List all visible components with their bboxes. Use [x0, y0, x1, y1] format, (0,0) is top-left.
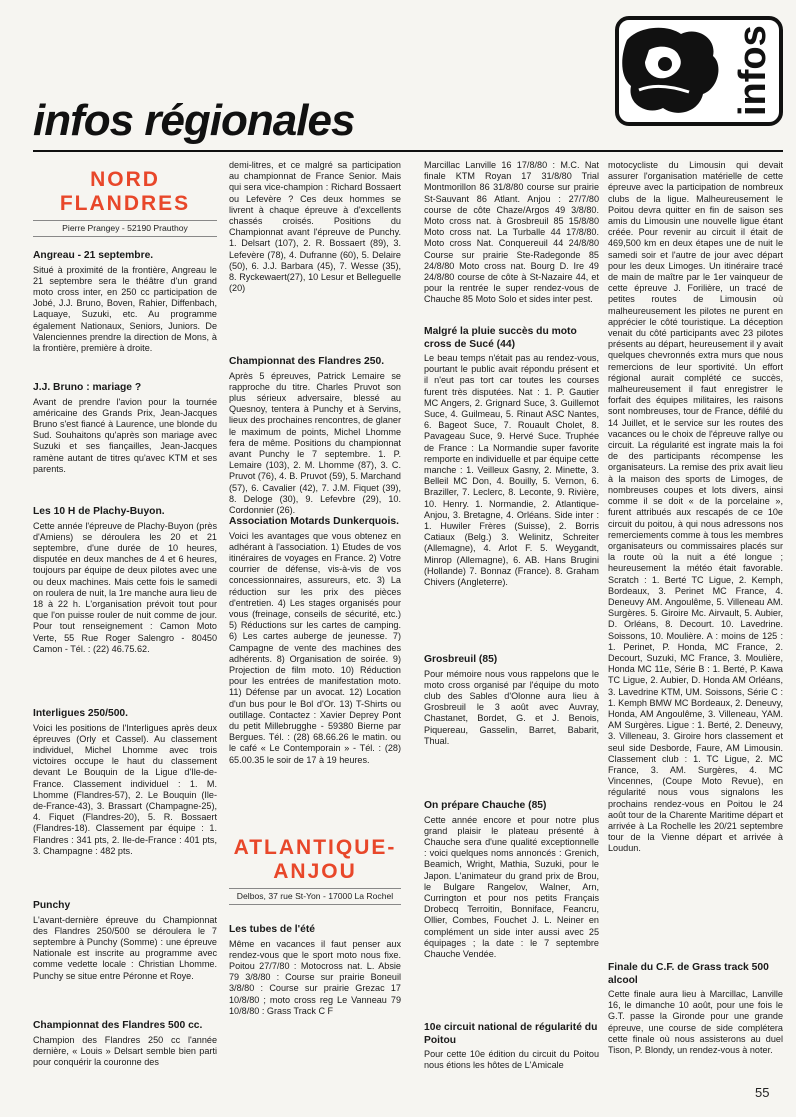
- article-text: L'avant-dernière épreuve du Championnat des Flandres 250/500 se déroulera le 7 septembre à Punchy (Somme) : une épreuve Nationale est inscrite au programme avec comme vedette locale : Christian Lhomme. Punchy se situe entre Péronne et Roye.: [33, 914, 217, 981]
- region-title-line1: ATLANTIQUE-: [233, 836, 397, 859]
- region-title-line2: FLANDRES: [59, 192, 191, 215]
- article-text: Pour cette 10e édition du circuit du Poitou nous étions les hôtes de L'Amicale: [424, 1049, 599, 1071]
- region-box-atlantique: [229, 836, 401, 905]
- article-plachy: [33, 506, 217, 655]
- region-title-line1: NORD: [90, 168, 160, 191]
- article-text: demi-litres, et ce malgré sa participation au championnat de France Senior. Mais qui sera vice-champion : Richard Bossaert ou Lefevère ? Ces deux hommes se livrent à chaque épreuve à d'excellents chassés croisés. Positions du Championnat avant l'épreuve de Punchy. 1. Delsart (107), 2. R. Bossaert (89), 3. Lefevère (78), 4. Dufranne (60), 5. Delaire (50), 6. J.J. Barbara (45), 7. Wesse (35), 8. Ryckewaert(27), 10 Lesur et Belleguelle (20): [229, 160, 401, 294]
- article-motards-dunkerquois: [229, 516, 401, 766]
- article-bruno: [33, 382, 217, 475]
- article-title: Association Motards Dunkerquois.: [229, 516, 399, 527]
- article-title: On prépare Chauche (85): [424, 800, 547, 811]
- article-grass-track: [608, 962, 783, 1056]
- infos-logo: [615, 16, 783, 126]
- article-text: Même en vacances il faut penser aux rendez-vous que le sport moto nous fixe. Poitou 27/7/80 : Motocross nat. L. Absie 79 3/8/80 : Course sur prairie Boneuil 3/8/80 : Course sur prairie Grezac 17 10/8/80 ; moto cross reg Le Vanneau 79 10/8/80 : Grass Track C F: [229, 938, 401, 1016]
- region-contact: Delbos, 37 rue St-Yon - 17000 La Rochel: [229, 888, 401, 905]
- article-interligues: [33, 708, 217, 857]
- article-suce: [424, 326, 599, 588]
- article-title: Championnat des Flandres 250.: [229, 356, 385, 367]
- article-text: Le beau temps n'était pas au rendez-vous, pourtant le public avait répondu présent et il n'eut pas tort car toutes les courses furent très disputées. Nat : 1. P. Gautier MC Angers, 2. Grignard Suce, 3. Guillemot Suce, 4. Guilmeau, 5. Rinaut ASC Nantes, 6. Bageot Suce, 7. Rouault Cholet, 8. Pavageau Suce, 9. Hervé Suce. Truphée de France : La Normandie super favorite remporte en individuelle et par équipe cette manche : 1. Veilleux Gasny, 2. Minette, 3. Belleil MC Don, 4. Bouilly, 5. Vernon, 6. Braziller, 7. Leclerc, 8. Leconte, 9. Rivière, 10. Henry. 1. Normandie, 2. Atlantique-Anjou, 3. Bretagne, 4. Orléans. Side inter : 1. Huwiler Frères (Suisse), 2. Borris Catiaux (Belg.) 3. Welinitz, Schreiter (Allemagne), 4. Arlot F. 5. Weygandt, Minrop (Allemagne), 6. AB. Hans Brugini (Hollande) 7. Bonnaz (France). 8. Graham Chivers (Angleterre).: [424, 353, 599, 588]
- article-title: Malgré la pluie succès du moto cross de Sucé (44): [424, 326, 577, 350]
- article-title: J.J. Bruno : mariage ?: [33, 382, 142, 393]
- logo-graphic: [619, 20, 779, 122]
- article-text: Après 5 épreuves, Patrick Lemaire se rapproche du titre. Charles Pruvot son plus sérieux adversaire, blessé au Quesnoy, tentera à Punchy et à Servins, lieux des prochaines rencontres, de glaner le maximum de points, Michel Lhomme fera de même. Positions du championnat avant Punchy le 7 septembre. 1. P. Lemaire (103), 2. M. Lhomme (87), 3. C. Pruvot (76), 4. B. Pruvot (59), 5. Marchand (57), 6. Cavalier (42), 7. J.M. Fiquet (39), 8. Deloge (30), 9. Lefevbre (29), 10. Cordonnier (26).: [229, 370, 401, 515]
- article-title: Finale du C.F. de Grass track 500 alcool: [608, 962, 769, 986]
- title-rule: [33, 150, 783, 152]
- article-poitou: [424, 1022, 599, 1071]
- article-flandres-250: [229, 356, 401, 516]
- article-text: Cette année encore et pour notre plus grand plaisir le plateau présenté à Chauche sera d'une qualité exceptionnelle : voici quelques noms annoncés : Grenich, Beamich, Wright, Mathia, Suzuki, pour le Japon. L'animateur du grand prix de Brou, le Bulgare Rangelov, Walner, Arn, Currington et pour nos petits Français Drobecq Terroitin, Bonniface, Feancru, Ollier, Combes, Fouchet J. L. Neiner en complément un side inter aussi avec 25 équipages ; la date : le 7 septembre Chauche Vendée.: [424, 814, 599, 959]
- article-text: Cette année l'épreuve de Plachy-Buyon (près d'Amiens) se déroulera les 20 et 21 septembre, d'une durée de 10 heures, disputée en deux manches de 4 et 6 heures, toujours par équipe de deux pilotes avec une ou deux machines. Mais cette fois le samedi on roulera de nuit, la 1re manche aura lieu de 18 à 22 h. L'organisation prévoit tout pour que l'on puisse rouler de nuit comme de jour. Pour tout renseignement : Camon Moto Verte, 55 Rue Roger Salengro - 80450 Camon - Tél. : (22) 46.75.62.: [33, 520, 217, 654]
- article-text: Situé à proximité de la frontière, Angreau le 21 septembre sera le théâtre d'un grand moto cross inter, en 250 cc participation de Jobé, J.J. Bruno, Boven, Rahier, Diffenbach, Laquaye, Suzuki, etc. Au programme également Nationaux, Seniors, Juniors. De Valenciennes prendre la direction de Mons, à la frontière, première à droite.: [33, 264, 217, 353]
- article-title: Interligues 250/500.: [33, 708, 129, 719]
- logo-text: infos: [732, 25, 774, 116]
- article-grosbreuil: [424, 654, 599, 747]
- article-tubes-ete-cont: [424, 160, 599, 306]
- article-poitou-cont: [608, 160, 783, 855]
- article-text: Pour mémoire nous vous rappelons que le moto cross organisé par l'équipe du moto club des Sables d'Olonne aura lieu à Grosbreuil le 3 août avec Auvray, Chastanet, Bordet, G. et J. Benois, Piquereau, Gasselin, Barret, Babarit, Thual.: [424, 668, 599, 746]
- article-title: Les 10 H de Plachy-Buyon.: [33, 506, 165, 517]
- article-angreau: [33, 250, 217, 354]
- article-text: Champion des Flandres 250 cc l'année dernière, « Louis » Delsart semble bien parti pour conquérir la couronne des: [33, 1034, 217, 1067]
- article-title: Les tubes de l'été: [229, 924, 315, 935]
- article-text: motocycliste du Limousin qui devait assurer l'organisation matérielle de cette épreuve avec la participation de nombreux clubs de la ligue. Malheureusement le Poitou devra quitter en fin de saison ses amis du Limousin une nouvelle ligue étant créée. Pour revenir au circuit il était de 469,500 km en deux étapes une de nuit le samedi soir et l'autre de jour avec départ pour les deux Limoges. Un itinéraire tracé de main de maître par le 1er vainqueur de cette épreuve J. Forilière, un tracé de petites routes de Limousin où malheureusement les pilotes ne purent en apprécier le côté touristique. La déception venait du côté participants avec 23 pilotes présents au départ, heureusement il y avait quelques chevronnés extra murs que nous remercions de leur sportivité. Un effort régional aurait complété ce succès, malheureusement il faut enregistrer le forfait des équipes militaires, les raisons sont nombreuses, tour de France, défilé du 14 Juillet, et le service sur les routes des vacances ou le choix de l'épreuve rallye ou circuit. La régularité est ingrate mais la foi de des participants récompense les organisateurs. La remise des prix avait lieu à la maison des sports de Limoges, de nombreuses coupes et lots divers, ainsi comme il se doit « de la porcelaine », furent attribués aux rescapés de ce 10e circuit du poitou, à qui nous adressons nos remerciements comme à tous les membres organisateurs ou commissaires placés sur la route où la nuit a été longue ; heureusement la météo était favorable. Scratch : 1. Berté TC Ligue, 2. Kemph, Bordeaux, 3. Perinet MC France, 4. Deneuvy AM. Angoulême, 5. Villeneau AM. Surgères. 5. Giroire Mc. Airvault, 5. Aubier, D. Orléans, 8. Decourt. 10. Lavedrine. Soissons, 10. Moulière. A : moins de 125 : 1. Perinet, P. Honda, MC France, 2. Decourt, Suzuki, MC France, 3. Moulière, Honda MC 11e, Série B : 1. Berté, P. Kawa TC Ligue, 2. Aubier, D. Honda AM Orléans, 3. Lavedrine KTM, UM. Soissons, Série C : 1. Kemph BMW MC Bordeaux, 2. Deneuvy, Honda, AM Angoulême, 3. Villeneau, YAM. AM Surgères. Ligue : 1. Berté, 2. Deneuvy, 3. Villeneau, 3. Giroire hors classement et seul side Desborde, Faure, AM Limousin. Classement club : 1. TC Ligue, 2. MC France, 3. AM. Surgères, 4. MC Vincennes, (Coupe Moto Revue), en régularité nous vous signalons les prochains rendez-vous en Poitou le 24 août tour de la Charente Maritime départ et arrivée à La Rochelle les 20/21 septembre tour de la Vienne départ et arrivée à Loudun.: [608, 160, 783, 854]
- article-text: Cette finale aura lieu à Marcillac, Lanville 16, le dimanche 10 août, pour une fois le G.T. passe la Gironde pour une grande épreuve, une course de side complétera cette finale où nous assisterons au duel Tison, P. Blondy, un rendez-vous à noter.: [608, 989, 783, 1056]
- article-text: Voici les positions de l'Interligues après deux épreuves (Orly et Cassel). Au classement individuel, Michel Lhomme avec trois victoires occupe le haut du classement devant Le Bouquin de la Ligue d'Ile-de-France. Classement individuel : 1. M. Lhomme (Flandres-57), 2. Le Bouquin (Ile-de-France-43), 3. Brassart (Champagne-25), 4. Fiquet (Flandres-20), 5. R. Bossaert (Flandres-18). Classement par équipe : 1. Flandres : 341 pts, 2. Ile-de-France : 401 pts, 3. Champagne : 482 pts.: [33, 722, 217, 856]
- article-chauche: [424, 800, 599, 960]
- article-flandres-500: [33, 1020, 217, 1068]
- page-number: 55: [755, 1085, 770, 1100]
- region-title-line2: ANJOU: [273, 860, 357, 883]
- article-title: Punchy: [33, 900, 71, 911]
- article-text: Marcillac Lanville 16 17/8/80 : M.C. Nat finale KTM Royan 17 31/8/80 Trial Montmorillon 86 31/8/80 course sur prairie St-Sauvant 86 Atlant. Anjou : 27/7/80 course de côte Chaze/Argos 49 3/8/80. Moto cross nat. à Grosbreuil 85 15/8/80 Moto cross nat. La Turballe 44 17/8/80. Moto cross Nat. Conquereuil 44 24/8/80 Course sur prairie Ste-Radegonde 85 24/8/80 Moto cross nat. Bourg D. Ire 49 24/8/80 course de côte à St-Nazaire 44, et pour la rentrée le super rendez-vous de Chauche 85 Moto Solo et sides inter pest.: [424, 160, 599, 305]
- region-box-nord: [33, 168, 217, 237]
- article-flandres-500-cont: [229, 160, 401, 294]
- article-tubes-ete: [229, 924, 401, 1017]
- article-text: Avant de prendre l'avion pour la tournée américaine des Grands Prix, Jean-Jacques Bruno s'est fiancé à Laurence, une blonde du Sud. Souhaitons qu'après son mariage avec Suzuki et ses fiançailles, Jean-Jacques ramène autant de titres qu'avec KTM et ses parents.: [33, 396, 217, 474]
- article-punchy: [33, 900, 217, 982]
- article-text: Voici les avantages que vous obtenez en adhérant à l'association. 1) Etudes de vos itinéraires de voyages en France. 2) Votre courrier de défense, vis-à-vis de vos concessionnaires, assureurs, etc. 3) La réduction sur les prix des pièces d'entretien. 4) Les stages organisés pour vous (freinage, conseils de sécurité, etc.) 5) Réductions sur les cartes de camping. 6) Les cartes auberge de jeunesse. 7) Campagne de vente des machines des adhérents. 8) Organisation de soirée. 9) Projection de film moto. 10) Réduction pour les entrées de manifestation moto. 11) Défense par un avocat. 12) Location d'un bus pour le Bol d'Or. 13) T-Shirts ou outillage. Contactez : Xavier Deprey Pont du petit Millebrugghe - 59380 Bierne par Bergues. Tél. : (28) 68.66.26 le matin. ou le café « Le Contemporain » - Tél. : (28) 65.00.35 le soir de 17 à 19 heures.: [229, 530, 401, 765]
- article-title: 10e circuit national de régularité du Poitou: [424, 1022, 598, 1046]
- article-title: Championnat des Flandres 500 cc.: [33, 1020, 203, 1031]
- region-contact: Pierre Prangey - 52190 Prauthoy: [33, 220, 217, 237]
- page-title: infos régionales: [33, 96, 355, 145]
- article-title: Angreau - 21 septembre.: [33, 250, 154, 261]
- article-title: Grosbreuil (85): [424, 654, 498, 665]
